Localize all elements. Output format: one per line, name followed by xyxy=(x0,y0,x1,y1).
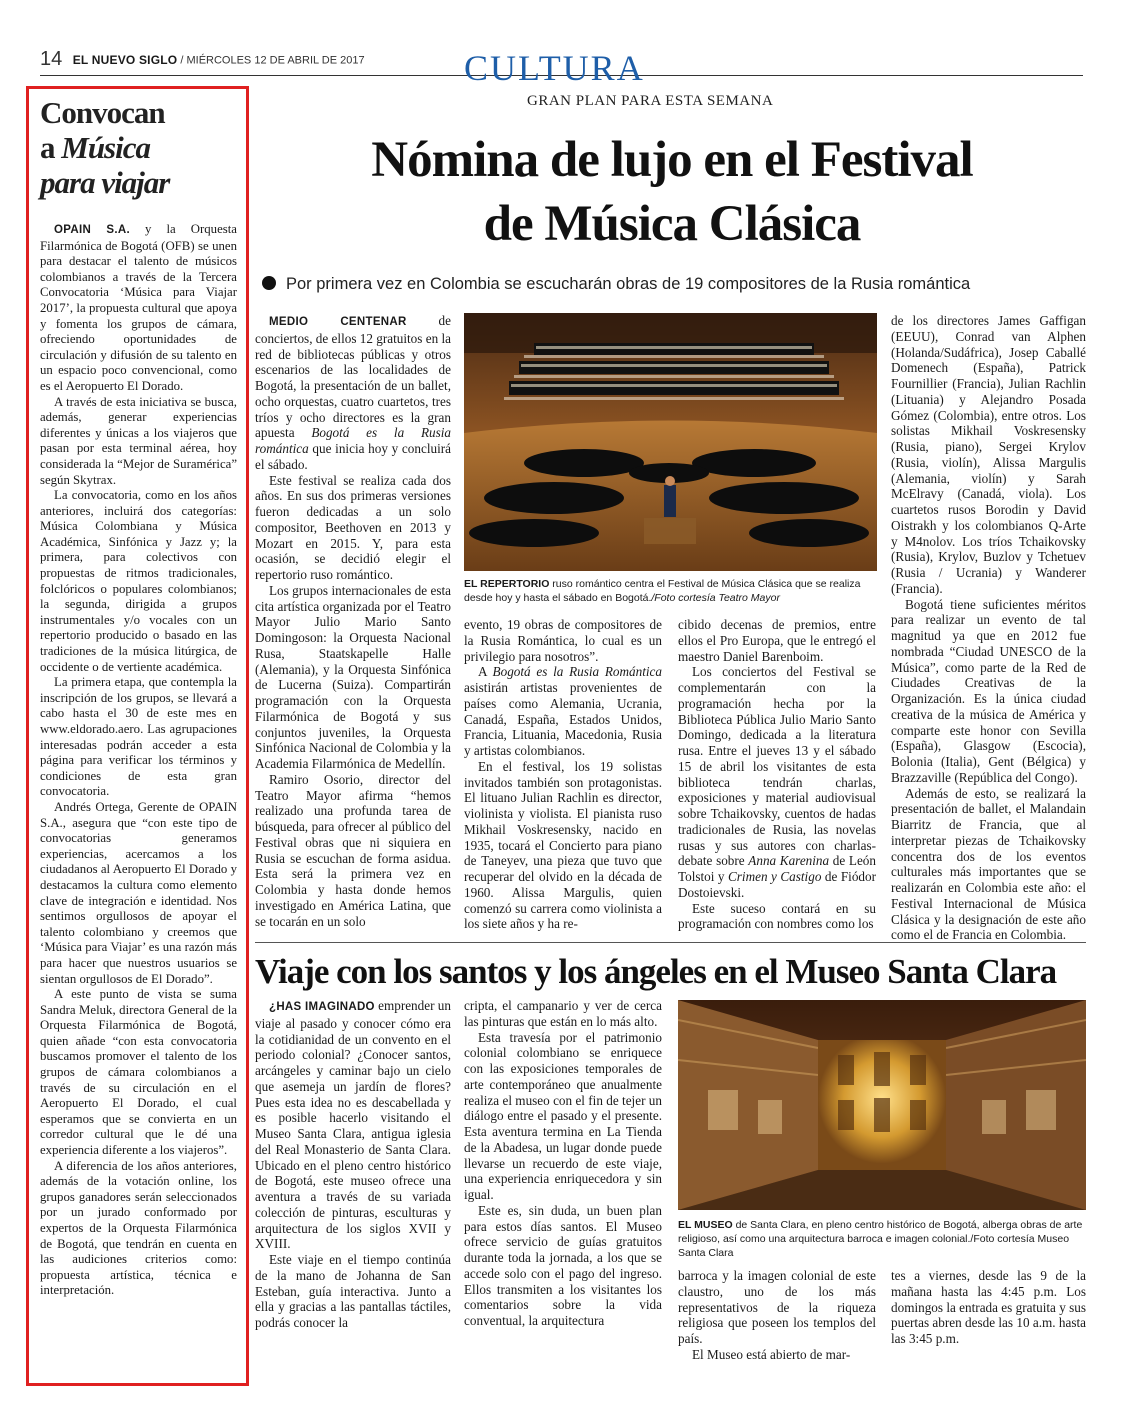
article2-lead: ¿HAS IMAGINADO xyxy=(269,1001,375,1013)
article-paragraph: Este es, sin duda, un buen plan para estos días santos. El Museo ofrece servicio de guías gratuitos durante toda la jornada, a los que se accede solo con el pago del ingreso. Ellos transmiten a los visitantes los comentarios sobre la vida conventual, la arquitectura xyxy=(464,1202,662,1328)
article-paragraph: Además de esto, se realizará la presentación de ballet, el Malandain Biarritz de Francia, que al interpretar piezas de Tchaikovsky concentra dos de los eventos culturales más importantes que se realizarán en Colombia este año: el Festival Internacional de Música Clásica y la designación de este año como el de Francia en Colombia. xyxy=(891,785,1086,943)
sidebar-headline-line1: Convocan xyxy=(40,95,165,130)
sidebar-body xyxy=(40,222,237,1299)
article1-lead: MEDIO CENTENAR xyxy=(269,316,407,328)
sidebar-paragraph: La primera etapa, que contempla la inscripción de los grupos, se llevará a cabo hasta el 30 de este mes en www.eldorado.aero. Las agrupaciones interesadas podrán acceder a esta página para verificar los términos y condiciones de esta gran convocatoria. xyxy=(40,675,237,799)
article-paragraph: Este festival se realiza cada dos años. En sus dos primeras versiones fueron dedicadas a un solo compositor, Beethoven en 2013 y Mozart en 2015. Y, para esta ocasión, se decidió elegir el repertorio ruso romántico. xyxy=(255,472,451,582)
sidebar-paragraph: A diferencia de los años anteriores, además de la votación online, los grupos ganadores serán seleccionados por un jurado conformado por expertos de la Orquesta Filarmónica de Bogotá, que tendrán en cuenta en las audiciones criterios como: propuesta artística, técnica e interpretación. xyxy=(40,1158,237,1298)
sidebar-headline-line2 xyxy=(40,130,245,165)
museum-photo-caption: EL MUSEO de Santa Clara, en pleno centro histórico de Bogotá, alberga obras de arte religioso, así como una arquitectura barroca e imagen colonial./Foto cortesía Museo Santa Clara xyxy=(678,1219,1083,1259)
main-headline-line2: de Música Clásica xyxy=(483,196,861,252)
bullet-icon xyxy=(262,276,276,290)
main-headline xyxy=(262,128,1082,256)
article-divider xyxy=(255,942,1086,943)
newspaper-name: EL NUEVO SIGLO xyxy=(72,52,178,67)
article-paragraph: Esta travesía por el patrimonio colonial colombiano se enriquece con las exposiciones temporales de arte contemporáneo que anualmente realiza el museo con el fin de tejer un diálogo entre el pasado y el presente. Esta aventura termina en La Tienda de la Abadesa, un lugar donde puede llevarse un recuerdo de este viaje, una experiencia enriquecedora y sin igual. xyxy=(464,1029,662,1202)
article-paragraph: Este viaje en el tiempo continúa de la mano de Johanna de San Esteban, guía interactiva. Junto a ella y gracias a las pantallas táctiles, podrás conocer la xyxy=(255,1252,451,1330)
article-paragraph: ¿HAS IMAGINADO emprender un viaje al pasado y conocer cómo era la cotidianidad de un convento en el periodo colonial? ¿Conocer santos, arcángeles y caminar bajo un cielo que asemeja un jardín de flores? Pues esta idea no es descabellada y es posible hacerlo visitando el Museo Santa Clara, antigua iglesia del Real Monasterio de Santa Clara. Ubicado en el pleno centro histórico de Bogotá, este museo ofrece una aventura a través de su variada colección de pinturas, esculturas y arquitectura de los siglos XVII y XVIII. xyxy=(255,998,451,1252)
sidebar-paragraph: A este punto de vista se suma Sandra Meluk, directora General de la Orquesta Filarmónica de Bogotá, quien añade “con esta convocatoria buscamos promover el talento de los grupos de cámara colombianos a través de su circulación en el Aeropuerto El Dorado, el cual esperamos que se convierta en un corredor cultural que le dé una experiencia diferente a los viajeros”. xyxy=(40,987,237,1158)
article-paragraph: Ramiro Osorio, director del Teatro Mayor afirma “hemos realizado una profunda tarea de búsqueda, para ofrecer al público del Festival obras que ni siquiera en Rusia se escuchan de forma asidua. Esta será la primera vez en Colombia y hasta donde hemos investigado en América Latina, que se tocarán en un solo xyxy=(255,771,451,929)
sidebar-paragraph: A través de esta iniciativa se busca, además, generar experiencias diferentes y únicas a los viajeros que pasan por esta terminal aérea, hoy considerada la “Mejor de Suramérica” según Skytrax. xyxy=(40,394,237,487)
article2-column4 xyxy=(891,1268,1086,1347)
sidebar-paragraph: OPAIN S.A. y la Orquesta Filarmónica de Bogotá (OFB) se unen para destacar el talento de músicos colombianos a través de la Tercera Convocatoria ‘Música para Viajar 2017’, la propuesta cultural que apoya y fomenta los grupos de cámara, ofreciendo oportunidades de circulación y difusión de su talento en un espacio poco convencional, como es el Aeropuerto El Dorado. xyxy=(40,222,237,393)
article2-column1 xyxy=(255,998,451,1331)
article-paragraph: evento, 19 obras de compositores de la Rusia Romántica, lo cual es un privilegio para nosotros”. xyxy=(464,617,662,664)
sidebar-headline-italic1: Música xyxy=(61,130,150,165)
museum-photo xyxy=(678,1000,1086,1210)
article-paragraph: Los conciertos del Festival se complementarán con la programación hecha por la Biblioteca Pública Julio Mario Santo Domingo, dedicada a la literatura rusa. Entre el jueves 13 y el sábado 15 de abril los visitantes de esta biblioteca tendrán charlas, exposiciones y material audiovisual sobre Tchaikovsky, cuentos de hadas tradicionales de Rusia, las novelas rusas y sus autores con charlas-debate sobre Anna Karenina de León Tolstoi y Crimen y Castigo de Fiódor Dostoievski. xyxy=(678,664,876,900)
issue-date: / MIÉRCOLES 12 DE ABRIL DE 2017 xyxy=(177,54,365,67)
deck xyxy=(262,275,1082,294)
section-subtitle: GRAN PLAN PARA ESTA SEMANA xyxy=(527,93,774,109)
folio xyxy=(40,48,365,72)
article-paragraph: Este suceso contará en su programación con nombres como los xyxy=(678,900,876,932)
article-paragraph: El Museo está abierto de mar- xyxy=(692,1346,851,1362)
sidebar-headline-italic2: para viajar xyxy=(40,165,170,200)
article-paragraph: Los grupos internacionales de esta cita artística organizada por el Teatro Mayor Julio Mario Santo Domingoson: la Orquesta Nacional Rusa, Staatskapelle Halle (Alemania), y la Orquesta Sinfónica de Lucerna (Suiza). Compartirán programación con la Orquesta Filarmónica de Bogotá y sus conjuntos juveniles, la Orquesta Sinfónica Nacional de Colombia y la Academia Filarmónica de Medellín. xyxy=(255,582,451,771)
article-paragraph: A Bogotá es la Rusia Romántica asistirán artistas provenientes de países como Alemania, Ucrania, Canadá, España, Estados Unidos, Francia, Lituania, Macedonia, Rusia y artistas colombianos. xyxy=(464,664,663,758)
sidebar-headline-line3 xyxy=(40,165,245,200)
section-title: CULTURA xyxy=(464,48,645,88)
main-headline-line1: Nómina de lujo en el Festival xyxy=(371,132,973,188)
sidebar-headline xyxy=(40,95,245,200)
article-paragraph: tes a viernes, desde las 9 de la mañana hasta las 4:45 p.m. Los domingos la entrada es gratuita y sus puertas abren desde las 10 a.m. hasta las 3:45 p.m. xyxy=(891,1268,1086,1346)
article2-column3 xyxy=(678,1268,876,1363)
deck-text: Por primera vez en Colombia se escucharán obras de 19 compositores de la Rusia romántica xyxy=(286,275,971,293)
article-paragraph: MEDIO CENTENAR de conciertos, de ellos 12 gratuitos en la red de bibliotecas públicas y otros escenarios de las localidades de Bogotá, la presentación de un ballet, ocho orquestas, cuatro cuartetos, tres tríos y ocho directores es la gran apuesta Bogotá es la Rusia romántica que inicia hoy y concluirá el sábado. xyxy=(255,313,452,472)
orchestra-photo-caption: EL REPERTORIO ruso romántico centra el Festival de Música Clásica que se realiza desde hoy y hasta el sábado en Bogotá./Foto cortesía Teatro Mayor xyxy=(464,578,861,604)
article-paragraph: En el festival, los 19 solistas invitados también son protagonistas. El lituano Julian Rachlin es director, violinista y violista. El pianista ruso Mikhail Voskresensky, nacido en 1935, tocará el Concierto para piano de Taneyev, una pieza que tuvo que recuperar del olvido en la década de 1960. Alissa Margulis, quien comenzó su carrera como violinista a los siete años y ha re- xyxy=(464,758,662,932)
sidebar-paragraph: La convocatoria, como en los años anteriores, incluirá dos categorías: Música Colombiana y Música Académica, Sinfónica y Jazz y; la primera, para colectivos con propuestas de ritmos tradicionales, folclóricos o populares colombianos; la segunda, dirigida a grupos instrumentales y/o vocales con un repertorio producido o basado en las tradiciones de la música litúrgica, de occidente o de vertiente académica. xyxy=(40,488,237,674)
article1-column1 xyxy=(255,313,451,929)
article1-column2 xyxy=(464,617,662,932)
article-paragraph: de los directores James Gaffigan (EEUU), Conrad van Alphen (Holanda/Sudáfrica), Josep Caballé Domenech (España), Patrick Fournillier (Francia), Julian Rachlin (Lituania) y Alejandro Posada Gómez (Colombia), entre otros. Los solistas Mikhail Voskresensky (Rusia, piano), Sergei Krylov (Rusia, violín), Alissa Margulis (Alemania, violín) y Sarah McElravy (Canadá, viola). Los cuartetos rusos Borodin y David Oistrakh y los colombianos Q-Arte y M4nolov. Los tríos Tchaikovsky (Rusia), Krylov, Buzlov y Tchetuev (Rusia / Ucrania) y Wanderer (Francia). xyxy=(891,313,1086,596)
orchestra-photo xyxy=(464,313,877,571)
article2-headline: Viaje con los santos y los ángeles en el Museo Santa Clara xyxy=(255,952,1057,991)
article1-column4 xyxy=(891,313,1086,943)
sidebar-paragraph: Andrés Ortega, Gerente de OPAIN S.A., asegura que “con este tipo de convocatorias generamos experiencias, acercamos a los ciudadanos al Aeropuerto El Dorado y destacamos la cultura como elemento clave de integración e identidad. Nos sentimos orgullosos de apoyar el talento colombiano y creemos que ‘Música para Viajar’ es una razón más para hacer que nuestros usuarios se sientan orgullosos de El Dorado”. xyxy=(40,799,237,986)
article-paragraph: barroca y la imagen colonial de este claustro, uno de los más representativos de la riqueza religiosa que poseen los templos del país. xyxy=(678,1268,876,1346)
article-paragraph: cibido decenas de premios, entre ellos el Pro Europa, que le entregó el maestro Daniel Barenboim. xyxy=(678,617,876,664)
sidebar-headline-prefix: a xyxy=(40,130,62,165)
sidebar-lead: OPAIN S.A. xyxy=(54,224,130,236)
article-paragraph: cripta, el campanario y ver de cerca las pinturas que están en lo más alto. xyxy=(464,998,662,1029)
article1-column3 xyxy=(678,617,876,932)
article-paragraph: Bogotá tiene suficientes méritos para realizar un evento de tal magnitud ya que en 2012 fue nombrada “Ciudad UNESCO de la Música”, como parte de la Red de Ciudades Creativas de la Organización. Es la única ciudad creativa de la música de América y comparte este honor con Sevilla (España), Glasgow (Escocia), Bolonia (Italia), Gent (Bélgica) y Brazzaville (República del Congo). xyxy=(891,596,1086,785)
page-number: 14 xyxy=(40,48,63,70)
article2-column2 xyxy=(464,998,662,1329)
